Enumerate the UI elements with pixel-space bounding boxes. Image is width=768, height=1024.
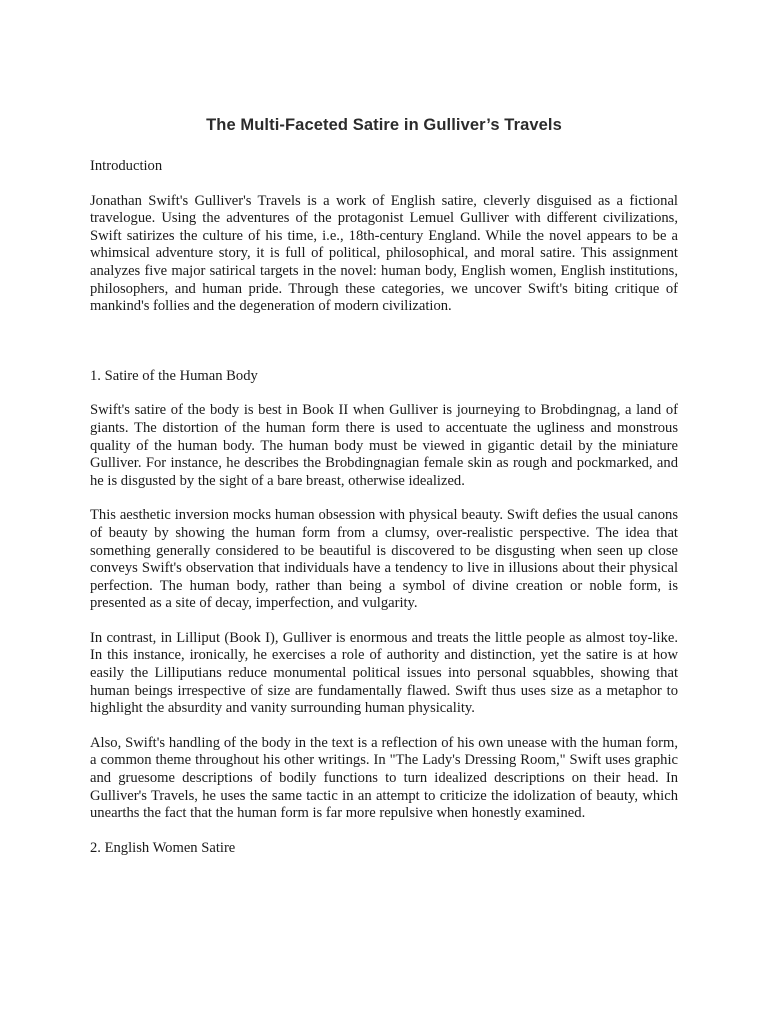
section-spacer <box>90 333 678 368</box>
section1-paragraph-2: This aesthetic inversion mocks human obsession with physical beauty. Swift defies the usual canons of beauty by showing the human form from a clumsy, over-realistic perspective. The idea that something generally considered to be beautiful is discovered to be disgusting when seen up close conveys Swift's observation that individuals have a tendency to live in illusions about their physical perfection. The human body, rather than being a symbol of divine creation or noble form, is presented as a site of decay, imperfection, and vulgarity. <box>90 507 678 612</box>
section1-paragraph-3: In contrast, in Lilliput (Book I), Gulliver is enormous and treats the little people as almost toy-like. In this instance, ironically, he exercises a role of authority and distinction, yet the satire is at how easily the Lilliputians reduce monumental political issues into personal squabbles, showing that human beings irrespective of size are fundamentally flawed. Swift thus uses size as a metaphor to highlight the absurdity and vanity surrounding human physicality. <box>90 629 678 717</box>
section1-heading: 1. Satire of the Human Body <box>90 367 258 384</box>
document-title: The Multi-Faceted Satire in Gulliver’s Travels <box>206 116 562 134</box>
intro-paragraph: Jonathan Swift's Gulliver's Travels is a work of English satire, cleverly disguised as a fictional travelogue. Using the adventures of the protagonist Lemuel Gulliver with different civilizations, Swift satirizes the culture of his time, i.e., 18th-century England. While the novel appears to be a whimsical adventure story, it is full of political, philosophical, and moral satire. This assignment analyzes five major satirical targets in the novel: human body, English women, English institutions, philosophers, and human pride. Through these categories, we uncover Swift's biting critique of mankind's follies and the degeneration of modern civilization. <box>90 192 678 315</box>
section1-paragraph-1: Swift's satire of the body is best in Book II when Gulliver is journeying to Brobdingnag, a land of giants. The distortion of the human form there is used to accentuate the ugliness and monstrous quality of the human body. The human body must be viewed in gigantic detail by the miniature Gulliver. For instance, he describes the Brobdingnagian female skin as rough and pockmarked, and he is disgusted by the sight of a bare breast, otherwise idealized. <box>90 402 678 489</box>
section1-paragraph-4: Also, Swift's handling of the body in the text is a reflection of his own unease with the human form, a common theme throughout his other writings. In "The Lady's Dressing Room," Swift uses graphic and gruesome descriptions of bodily functions to turn idealized descriptions on their head. In Gulliver's Travels, he uses the same tactic in an attempt to criticize the idolization of beauty, which unearths the fact that the human form is far more repulsive when honestly examined. <box>90 734 678 822</box>
intro-heading: Introduction <box>90 158 163 174</box>
section2-heading: 2. English Women Satire <box>90 839 236 856</box>
document-page <box>90 114 678 874</box>
